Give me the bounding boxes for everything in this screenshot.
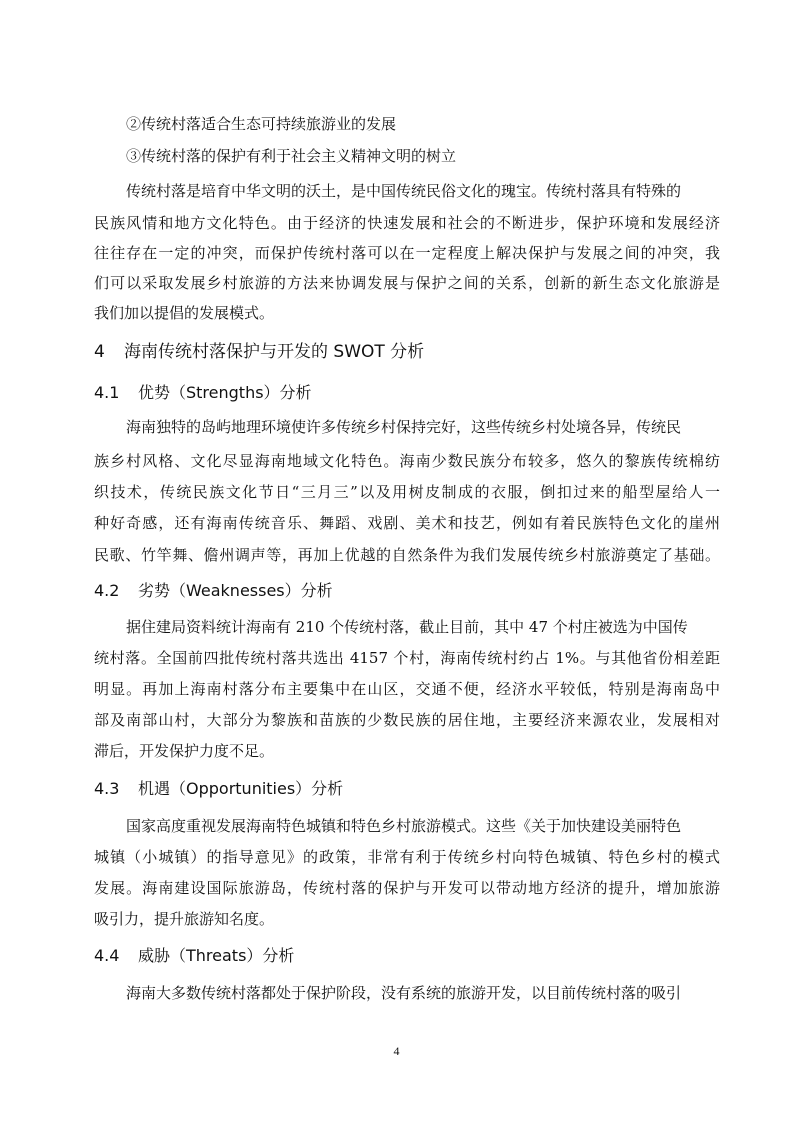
section-title: 机遇（Opportunities）分析 [138,779,344,798]
section-number: 4.4 [94,946,120,965]
section-heading-4-3 [94,778,720,800]
list-item-2: ②传统村落适合生态可持续旅游业的发展 [126,115,397,133]
paragraph-3-line-4: 部及南部山村，大部分为黎族和苗族的少数民族的居住地，主要经济来源农业，发展相对 [94,711,720,729]
paragraph-2-line-5: 民歌、竹竿舞、儋州调声等，再加上优越的自然条件为我们发展传统乡村旅游奠定了基础。 [94,546,720,564]
section-title: 海南传统村落保护与开发的 SWOT 分析 [124,342,425,362]
paragraph-3-line-1: 据住建局资料统计海南有 210 个传统村落，截止目前，其中 47 个村庄被选为中国传 [126,618,688,636]
paragraph-1-line-3: 往往存在一定的冲突，而保护传统村落可以在一定程度上解决保护与发展之间的冲突，我 [94,244,720,262]
section-title: 优势（Strengths）分析 [138,383,312,402]
section-heading-4-1 [94,382,720,404]
paragraph-2-line-1: 海南独特的岛屿地理环境使许多传统乡村保持完好，这些传统乡村处境各异，传统民 [126,418,682,436]
paragraph-3-line-2: 统村落。全国前四批传统村落共选出 4157 个村，海南传统村约占 1%。与其他省份相差距 [94,649,720,667]
paragraph-1-line-4: 们可以采取发展乡村旅游的方法来协调发展与保护之间的关系，创新的新生态文化旅游是 [94,274,720,292]
paragraph-1-line-2: 民族风情和地方文化特色。由于经济的快速发展和社会的不断进步，保护环境和发展经济 [94,214,720,232]
section-number: 4.1 [94,383,120,402]
paragraph-4-line-2: 城镇（小城镇）的指导意见》的政策，非常有利于传统乡村向特色城镇、特色乡村的模式 [94,848,720,866]
section-number: 4.3 [94,779,120,798]
paragraph-4-line-3: 发展。海南建设国际旅游岛，传统村落的保护与开发可以带动地方经济的提升，增加旅游 [94,879,720,897]
paragraph-4-line-4: 吸引力，提升旅游知名度。 [94,910,275,928]
section-number: 4.2 [94,581,120,600]
paragraph-4-line-1: 国家高度重视发展海南特色城镇和特色乡村旅游模式。这些《关于加快建设美丽特色 [126,817,682,835]
paragraph-1-line-1: 传统村落是培育中华文明的沃土，是中国传统民俗文化的瑰宝。传统村落具有特殊的 [126,182,682,200]
paragraph-2-line-3: 织技术，传统民族文化节日“三月三”以及用树皮制成的衣服，倒扣过来的船型屋给人一 [94,483,720,501]
paragraph-3-line-3: 明显。再加上海南村落分布主要集中在山区，交通不便，经济水平较低，特别是海南岛中 [94,680,720,698]
paragraph-3-line-5: 滞后，开发保护力度不足。 [94,742,275,760]
page-number: 4 [393,1044,400,1058]
paragraph-5-line-1: 海南大多数传统村落都处于保护阶段，没有系统的旅游开发，以目前传统村落的吸引 [126,984,682,1002]
paragraph-2-line-2: 族乡村风格、文化尽显海南地域文化特色。海南少数民族分布较多，悠久的黎族传统棉纺 [94,452,720,470]
section-heading-4-4 [94,945,720,967]
section-number: 4 [94,342,105,362]
list-item-3: ③传统村落的保护有利于社会主义精神文明的树立 [126,147,457,165]
section-title: 威胁（Threats）分析 [138,946,295,965]
section-heading-4-2 [94,580,720,602]
paragraph-1-line-5: 我们加以提倡的发展模式。 [94,304,275,322]
section-title: 劣势（Weaknesses）分析 [138,581,333,600]
paragraph-2-line-4: 种好奇感，还有海南传统音乐、舞蹈、戏剧、美术和技艺，例如有着民族特色文化的崖州 [94,514,720,532]
section-heading-4 [94,340,720,364]
